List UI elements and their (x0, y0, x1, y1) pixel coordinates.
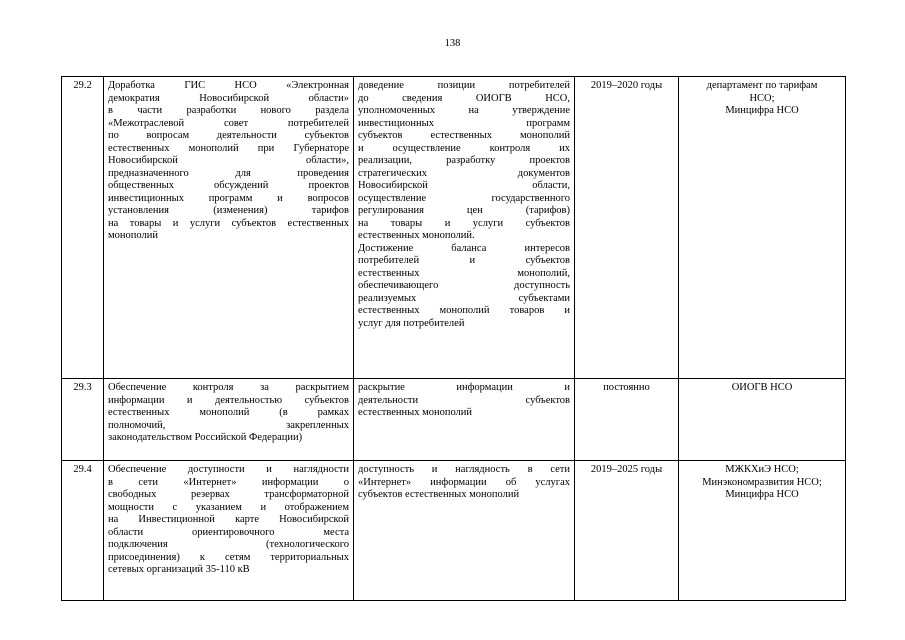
text-line: мощности с указанием и отображением (108, 501, 349, 513)
text-line: регулирования цен (тарифов) (358, 205, 570, 216)
text-line: предназначенного для проведения (108, 167, 349, 179)
measure-cell (104, 77, 354, 379)
executor-line: Минцифра НСО (725, 105, 799, 116)
item-number: 29.2 (62, 77, 104, 379)
text-line: в части разработки нового раздела (108, 105, 349, 116)
text-line: полномочий, закрепленных (108, 419, 349, 431)
text-line: обеспечивающего доступность (358, 280, 570, 291)
text-line: Доработка ГИС НСО «Электронная (108, 80, 349, 91)
text-line: инвестиционных программ и вопросов (108, 192, 349, 204)
term-cell: постоянно (575, 379, 679, 461)
term-cell: 2019–2020 годы (575, 77, 679, 379)
text-line: субъектов естественных монополий (358, 130, 570, 141)
executor-line: ОИОГВ НСО (731, 382, 793, 393)
text-line: осуществление государственного (358, 192, 570, 204)
text-line: подключения (технологического (108, 539, 349, 550)
measure-cell (104, 461, 354, 601)
text-line: в сети «Интернет» информации о (108, 476, 349, 488)
measures-table (61, 76, 846, 601)
text-line: Новосибирской области, (358, 180, 570, 191)
result-cell (354, 379, 575, 461)
text-line: реализуемых субъектами (358, 292, 570, 304)
text-line: присоединения) к сетям территориальных (108, 551, 349, 563)
text-line: Достижение баланса интересов (358, 242, 570, 254)
text-line: естественных монополий. (358, 230, 475, 241)
text-line: монополий (108, 230, 158, 241)
text-line: доведение позиции потребителей (358, 80, 570, 91)
text-line: реализации, разработку проектов (358, 155, 570, 166)
text-line: раскрытие информации и (358, 382, 570, 393)
executor-line: МЖКХиЭ НСО; (725, 464, 799, 475)
executor-line: Минцифра НСО (725, 489, 799, 500)
text-line: области ориентировочного места (108, 526, 349, 538)
text-line: информации и деятельностью субъектов (108, 394, 349, 406)
text-line: естественных монополий товаров и (358, 305, 570, 316)
text-line: до сведения ОИОГВ НСО, (358, 92, 570, 104)
executor-line: департамент по тарифам (706, 80, 818, 91)
page-number: 138 (444, 38, 461, 49)
text-line: естественных монополий, (358, 267, 570, 279)
text-line: «Интернет» информации об услугах (358, 476, 570, 488)
text-line: естественных монополий (358, 407, 473, 418)
text-line: на Инвестиционной карте Новосибирской (108, 514, 349, 525)
text-line: естественных монополий при Губернаторе (108, 142, 349, 154)
executors-cell (679, 461, 846, 601)
text-line: законодательством Российской Федерации) (108, 432, 303, 443)
result-cell (354, 461, 575, 601)
text-line: демократия Новосибирской области» (108, 92, 349, 104)
text-line: по вопросам деятельности субъектов (108, 130, 349, 141)
text-line: услуг для потребителей (358, 317, 465, 329)
text-line: субъектов естественных монополий (358, 489, 520, 500)
text-line: Обеспечение контроля за раскрытием (108, 382, 349, 393)
text-line: деятельности субъектов (358, 394, 570, 406)
item-number: 29.3 (62, 379, 104, 461)
text-line: инвестиционных программ (358, 117, 570, 129)
table-row (62, 379, 846, 461)
text-line: общественных обсуждений проектов (108, 180, 349, 191)
item-number: 29.4 (62, 461, 104, 601)
text-line: потребителей и субъектов (358, 255, 570, 266)
executors-cell (679, 77, 846, 379)
result-cell (354, 77, 575, 379)
text-line: Новосибирской области», (108, 155, 349, 166)
text-line: естественных монополий (в рамках (108, 407, 349, 418)
measure-cell (104, 379, 354, 461)
text-line: доступность и наглядность в сети (358, 464, 570, 475)
text-line: сетевых организаций 35-110 кВ (108, 564, 250, 575)
text-line: «Межотраслевой совет потребителей (108, 117, 349, 129)
executor-line: Минэкономразвития НСО; (702, 476, 822, 488)
text-line: уполномоченных на утверждение (358, 105, 570, 116)
table-row (62, 461, 846, 601)
text-line: стратегических документов (358, 167, 570, 179)
executor-line: НСО; (749, 92, 775, 104)
term-cell: 2019–2025 годы (575, 461, 679, 601)
text-line: установления (изменения) тарифов (108, 205, 349, 216)
text-line: Обеспечение доступности и наглядности (108, 464, 349, 475)
executors-cell (679, 379, 846, 461)
text-line: свободных резервах трансформаторной (108, 489, 349, 500)
text-line: на товары и услуги субъектов (358, 217, 570, 229)
text-line: и осуществление контроля их (358, 142, 570, 154)
table-row (62, 77, 846, 379)
text-line: на товары и услуги субъектов естественных (108, 217, 349, 229)
